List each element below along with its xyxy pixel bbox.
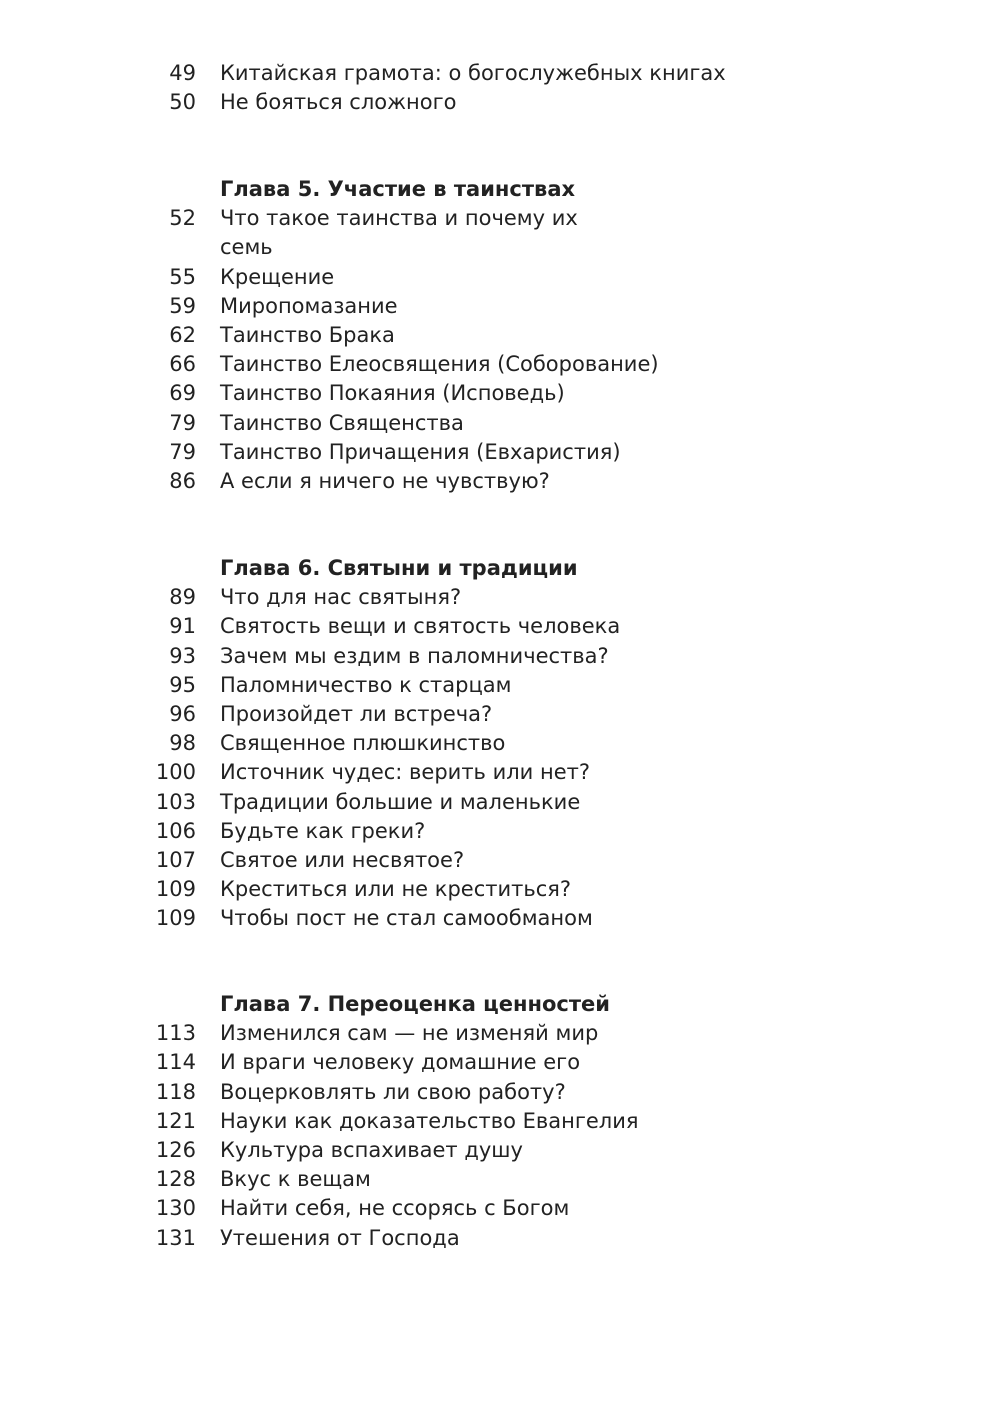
chapter-title: Глава 6. Святыни и традиции bbox=[220, 556, 578, 580]
entry-title: Утешения от Господа bbox=[220, 1225, 460, 1250]
toc-entry bbox=[0, 758, 1000, 787]
page-number: 93 bbox=[169, 643, 196, 668]
toc-entry-continuation bbox=[0, 233, 1000, 262]
toc-entry bbox=[0, 1019, 1000, 1048]
entry-title: Таинство Елеосвящения (Соборование) bbox=[220, 352, 659, 377]
page-number: 95 bbox=[169, 672, 196, 697]
entry-title: Зачем мы ездим в паломничества? bbox=[220, 643, 609, 668]
entry-title: Таинство Брака bbox=[220, 322, 395, 347]
toc-entry bbox=[0, 788, 1000, 817]
toc-entry bbox=[0, 846, 1000, 875]
page-number: 89 bbox=[169, 585, 196, 610]
toc-entry bbox=[0, 379, 1000, 408]
page-number: 109 bbox=[155, 877, 196, 902]
page-number: 79 bbox=[169, 439, 196, 464]
page-number: 50 bbox=[169, 90, 196, 115]
entry-title: Что такое таинства и почему их bbox=[220, 206, 578, 231]
entry-title: Таинство Причащения (Евхаристия) bbox=[220, 439, 621, 464]
page-number: 52 bbox=[169, 206, 196, 231]
toc-entry bbox=[0, 729, 1000, 758]
page-number: 121 bbox=[155, 1108, 196, 1133]
entry-title: Произойдет ли встреча? bbox=[220, 701, 493, 726]
entry-title: И враги человеку домашние его bbox=[220, 1050, 581, 1075]
page-number: 59 bbox=[169, 293, 196, 318]
toc-entry bbox=[0, 904, 1000, 933]
entry-title: Вкус к вещам bbox=[220, 1167, 371, 1192]
chapter-5 bbox=[0, 175, 1000, 496]
entry-title: Креститься или не креститься? bbox=[220, 877, 572, 902]
toc-entry bbox=[0, 350, 1000, 379]
toc-entry bbox=[0, 1078, 1000, 1107]
toc-entry bbox=[0, 612, 1000, 641]
entry-title: Воцерковлять ли свою работу? bbox=[220, 1079, 566, 1104]
toc-entry bbox=[0, 700, 1000, 729]
toc-entry bbox=[0, 467, 1000, 496]
page-number: 128 bbox=[155, 1167, 196, 1192]
entry-title: Святость вещи и святость человека bbox=[220, 614, 621, 639]
toc-entry bbox=[0, 583, 1000, 612]
toc-entry bbox=[0, 438, 1000, 467]
entry-title: Крещение bbox=[220, 264, 335, 289]
entry-title: Священное плюшкинство bbox=[220, 731, 506, 756]
page-number: 91 bbox=[169, 614, 196, 639]
toc-entry bbox=[0, 1048, 1000, 1077]
entry-title: Традиции большие и маленькие bbox=[220, 789, 581, 814]
chapter-heading bbox=[0, 554, 1000, 583]
toc-entry bbox=[0, 1224, 1000, 1253]
entry-title: Источник чудес: верить или нет? bbox=[220, 760, 591, 785]
entry-title: Культура вспахивает душу bbox=[220, 1137, 523, 1162]
entry-title: Что для нас святыня? bbox=[220, 585, 462, 610]
entry-title: Чтобы пост не стал самообманом bbox=[220, 906, 593, 931]
entry-title: Таинство Священства bbox=[220, 410, 464, 435]
entry-title: Изменился сам — не изменяй мир bbox=[220, 1021, 599, 1046]
chapter-heading bbox=[0, 990, 1000, 1019]
entry-title: Науки как доказательство Евангелия bbox=[220, 1108, 639, 1133]
entry-title: Не бояться сложного bbox=[220, 90, 457, 115]
page-number: 100 bbox=[155, 760, 196, 785]
entry-title-continuation: семь bbox=[220, 235, 273, 260]
toc-entry bbox=[0, 204, 1000, 233]
page-number: 55 bbox=[169, 264, 196, 289]
entry-title: Таинство Покаяния (Исповедь) bbox=[220, 381, 565, 406]
entry-title: Китайская грамота: о богослужебных книгах bbox=[220, 61, 726, 85]
toc-entry bbox=[0, 1136, 1000, 1165]
page-number: 130 bbox=[155, 1196, 196, 1221]
toc-entry bbox=[0, 263, 1000, 292]
toc-entry bbox=[0, 409, 1000, 438]
toc-entry bbox=[0, 59, 1000, 88]
entry-title: Миропомазание bbox=[220, 293, 398, 318]
page-number: 126 bbox=[155, 1137, 196, 1162]
entry-title: Паломничество к старцам bbox=[220, 672, 512, 697]
entry-title: Будьте как греки? bbox=[220, 818, 426, 843]
page-number: 114 bbox=[155, 1050, 196, 1075]
page-number: 109 bbox=[155, 906, 196, 931]
toc-entry bbox=[0, 1107, 1000, 1136]
page-number: 79 bbox=[169, 410, 196, 435]
page-number: 62 bbox=[169, 322, 196, 347]
chapter-title: Глава 5. Участие в таинствах bbox=[220, 177, 576, 201]
chapter-heading bbox=[0, 175, 1000, 204]
page-number: 131 bbox=[155, 1225, 196, 1250]
toc-entry bbox=[0, 671, 1000, 700]
toc-entry bbox=[0, 292, 1000, 321]
page-number: 96 bbox=[169, 701, 196, 726]
entry-title: Найти себя, не ссорясь с Богом bbox=[220, 1196, 570, 1221]
chapter-6 bbox=[0, 554, 1000, 933]
toc-entry bbox=[0, 875, 1000, 904]
toc-intro bbox=[0, 59, 1000, 117]
toc-entry bbox=[0, 1194, 1000, 1223]
toc-entry bbox=[0, 642, 1000, 671]
page-number: 106 bbox=[155, 818, 196, 843]
toc-entry bbox=[0, 817, 1000, 846]
toc-entry bbox=[0, 88, 1000, 117]
chapter-title: Глава 7. Переоценка ценностей bbox=[220, 992, 611, 1016]
page-number: 118 bbox=[155, 1079, 196, 1104]
entry-title: А если я ничего не чувствую? bbox=[220, 468, 550, 493]
page-number: 86 bbox=[169, 468, 196, 493]
toc-entry bbox=[0, 1165, 1000, 1194]
chapter-7 bbox=[0, 990, 1000, 1253]
page-number: 103 bbox=[155, 789, 196, 814]
page-number: 113 bbox=[155, 1021, 196, 1046]
page-number: 69 bbox=[169, 381, 196, 406]
toc-entry bbox=[0, 321, 1000, 350]
page-number: 107 bbox=[155, 847, 196, 872]
page-number: 98 bbox=[169, 731, 196, 756]
page-number: 66 bbox=[169, 352, 196, 377]
entry-title: Святое или несвятое? bbox=[220, 847, 465, 872]
page-number: 49 bbox=[169, 61, 196, 85]
